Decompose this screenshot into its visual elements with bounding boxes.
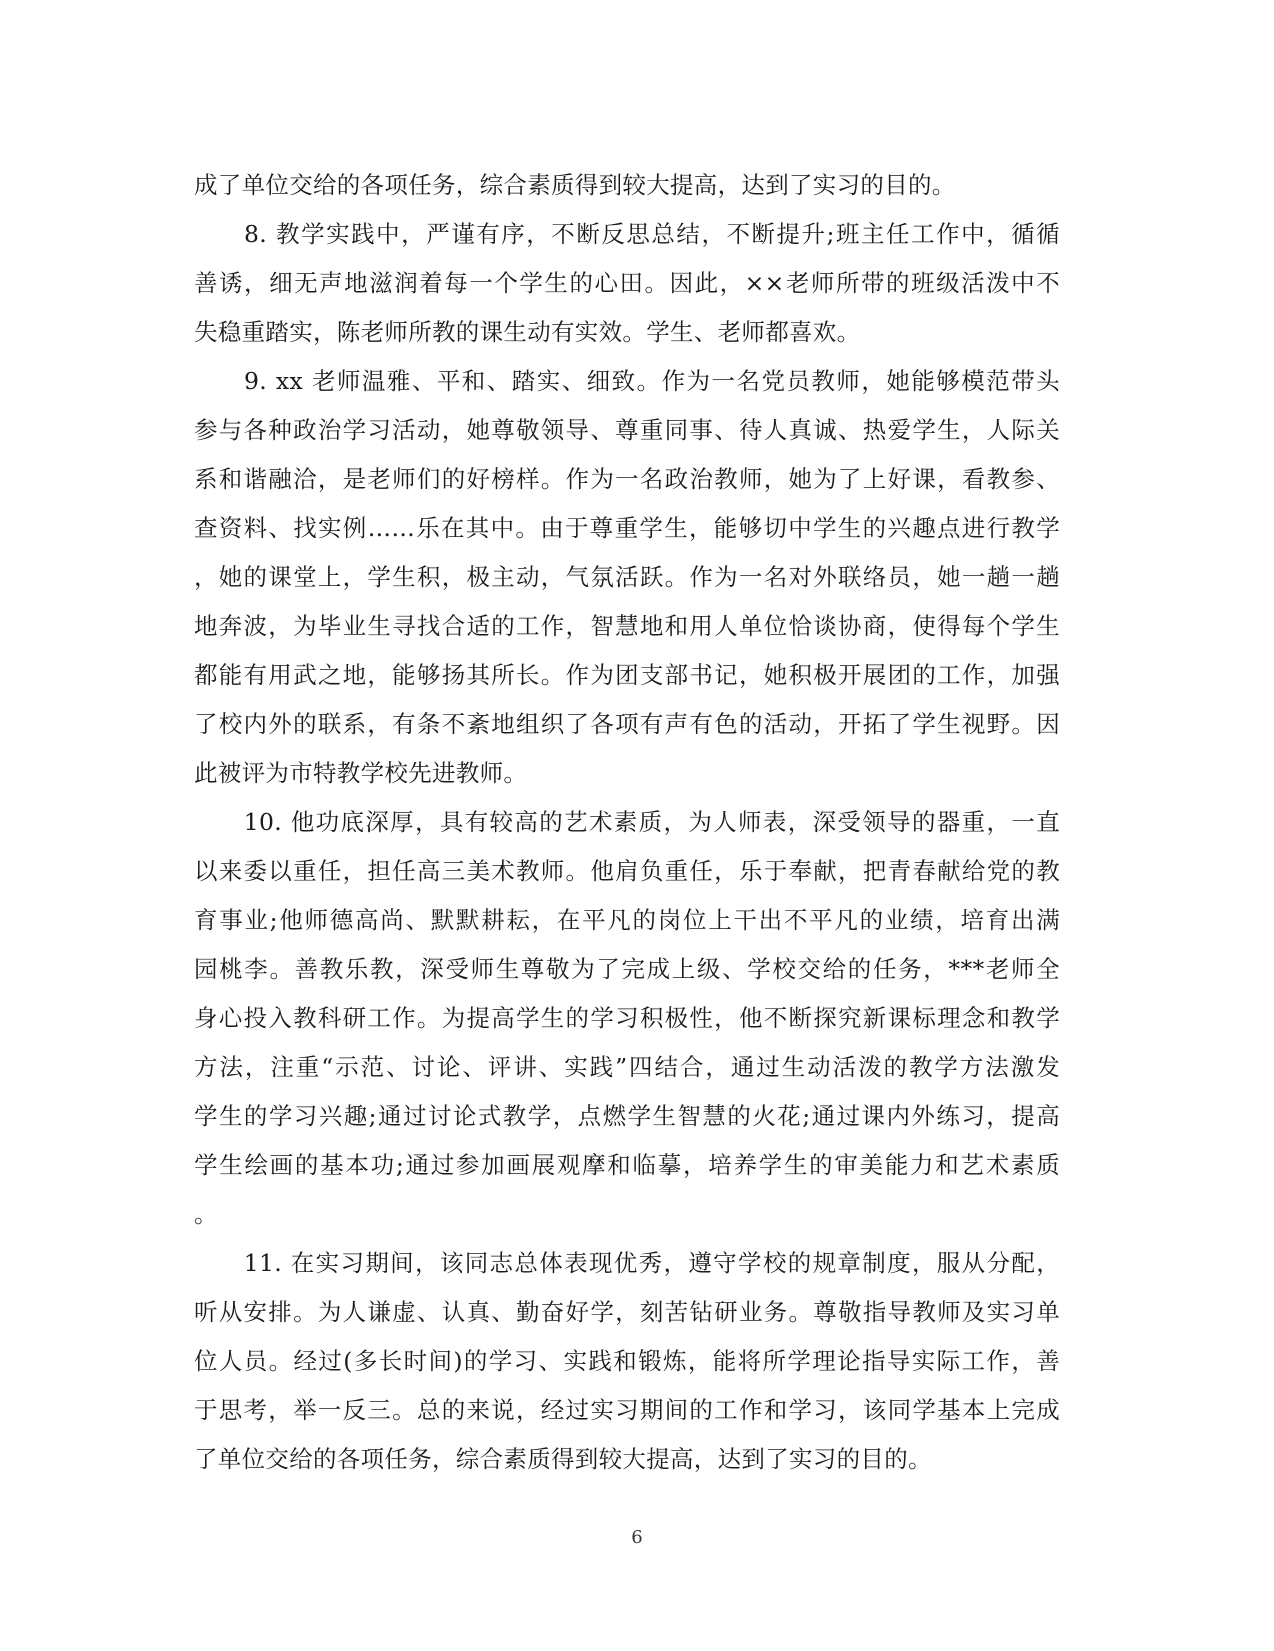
text-line: 了单位交给的各项任务，综合素质得到较大提高，达到了实习的目的。 — [194, 1445, 932, 1473]
text-line: 10. 他功底深厚，具有较高的艺术素质，为人师表，深受领导的器重，一直 — [194, 808, 1060, 836]
text-line: 听从安排。为人谦虚、认真、勤奋好学，刻苦钻研业务。尊敬指导教师及实习单 — [194, 1298, 1060, 1326]
text-line: 查资料、找实例……乐在其中。由于尊重学生，能够切中学生的兴趣点进行教学 — [194, 514, 1060, 542]
text-line: 学生绘画的基本功;通过参加画展观摩和临摹，培养学生的审美能力和艺术素质 — [194, 1151, 1060, 1179]
text-line: 善诱，细无声地滋润着每一个学生的心田。因此，××老师所带的班级活泼中不 — [194, 269, 1060, 297]
text-line: 育事业;他师德高尚、默默耕耘，在平凡的岗位上干出不平凡的业绩，培育出满 — [194, 906, 1060, 934]
paragraph-p-10 — [194, 798, 1060, 1239]
text-line: 8. 教学实践中，严谨有序，不断反思总结，不断提升;班主任工作中，循循 — [194, 220, 1060, 248]
text-line: 位人员。经过(多长时间)的学习、实践和锻炼，能将所学理论指导实际工作，善 — [194, 1347, 1060, 1375]
text-line: 地奔波，为毕业生寻找合适的工作，智慧地和用人单位恰谈协商，使得每个学生 — [194, 612, 1060, 640]
text-line: 。 — [194, 1200, 218, 1228]
text-line: 此被评为市特教学校先进教师。 — [194, 759, 528, 787]
text-line: 于思考，举一反三。总的来说，经过实习期间的工作和学习，该同学基本上完成 — [194, 1396, 1060, 1424]
text-line: ，她的课堂上，学生积，极主动，气氛活跃。作为一名对外联络员，她一趟一趟 — [194, 563, 1060, 591]
text-line: 成了单位交给的各项任务，综合素质得到较大提高，达到了实习的目的。 — [194, 171, 956, 199]
paragraph-p-11 — [194, 1239, 1060, 1484]
paragraph-p-8 — [194, 210, 1060, 357]
paragraph-p-continuation — [194, 161, 1060, 210]
page-number: 6 — [631, 1527, 643, 1548]
document-body — [194, 161, 1060, 1484]
text-line: 11. 在实习期间，该同志总体表现优秀，遵守学校的规章制度，服从分配， — [194, 1249, 1060, 1277]
text-line: 方法，注重“示范、讨论、评讲、实践”四结合，通过生动活泼的教学方法激发 — [194, 1053, 1060, 1081]
text-line: 学生的学习兴趣;通过讨论式教学，点燃学生智慧的火花;通过课内外练习，提高 — [194, 1102, 1060, 1130]
text-line: 9. xx 老师温雅、平和、踏实、细致。作为一名党员教师，她能够模范带头 — [194, 367, 1060, 395]
text-line: 都能有用武之地，能够扬其所长。作为团支部书记，她积极开展团的工作，加强 — [194, 661, 1060, 689]
text-line: 身心投入教科研工作。为提高学生的学习积极性，他不断探究新课标理念和教学 — [194, 1004, 1060, 1032]
text-line: 失稳重踏实，陈老师所教的课生动有实效。学生、老师都喜欢。 — [194, 318, 861, 346]
text-line: 园桃李。善教乐教，深受师生尊敬为了完成上级、学校交给的任务，***老师全 — [194, 955, 1060, 983]
text-line: 了校内外的联系，有条不紊地组织了各项有声有色的活动，开拓了学生视野。因 — [194, 710, 1060, 738]
text-line: 以来委以重任，担任高三美术教师。他肩负重任，乐于奉献，把青春献给党的教 — [194, 857, 1060, 885]
text-line: 参与各种政治学习活动，她尊敬领导、尊重同事、待人真诚、热爱学生，人际关 — [194, 416, 1060, 444]
text-line: 系和谐融洽，是老师们的好榜样。作为一名政治教师，她为了上好课，看教参、 — [194, 465, 1060, 493]
paragraph-p-9 — [194, 357, 1060, 798]
